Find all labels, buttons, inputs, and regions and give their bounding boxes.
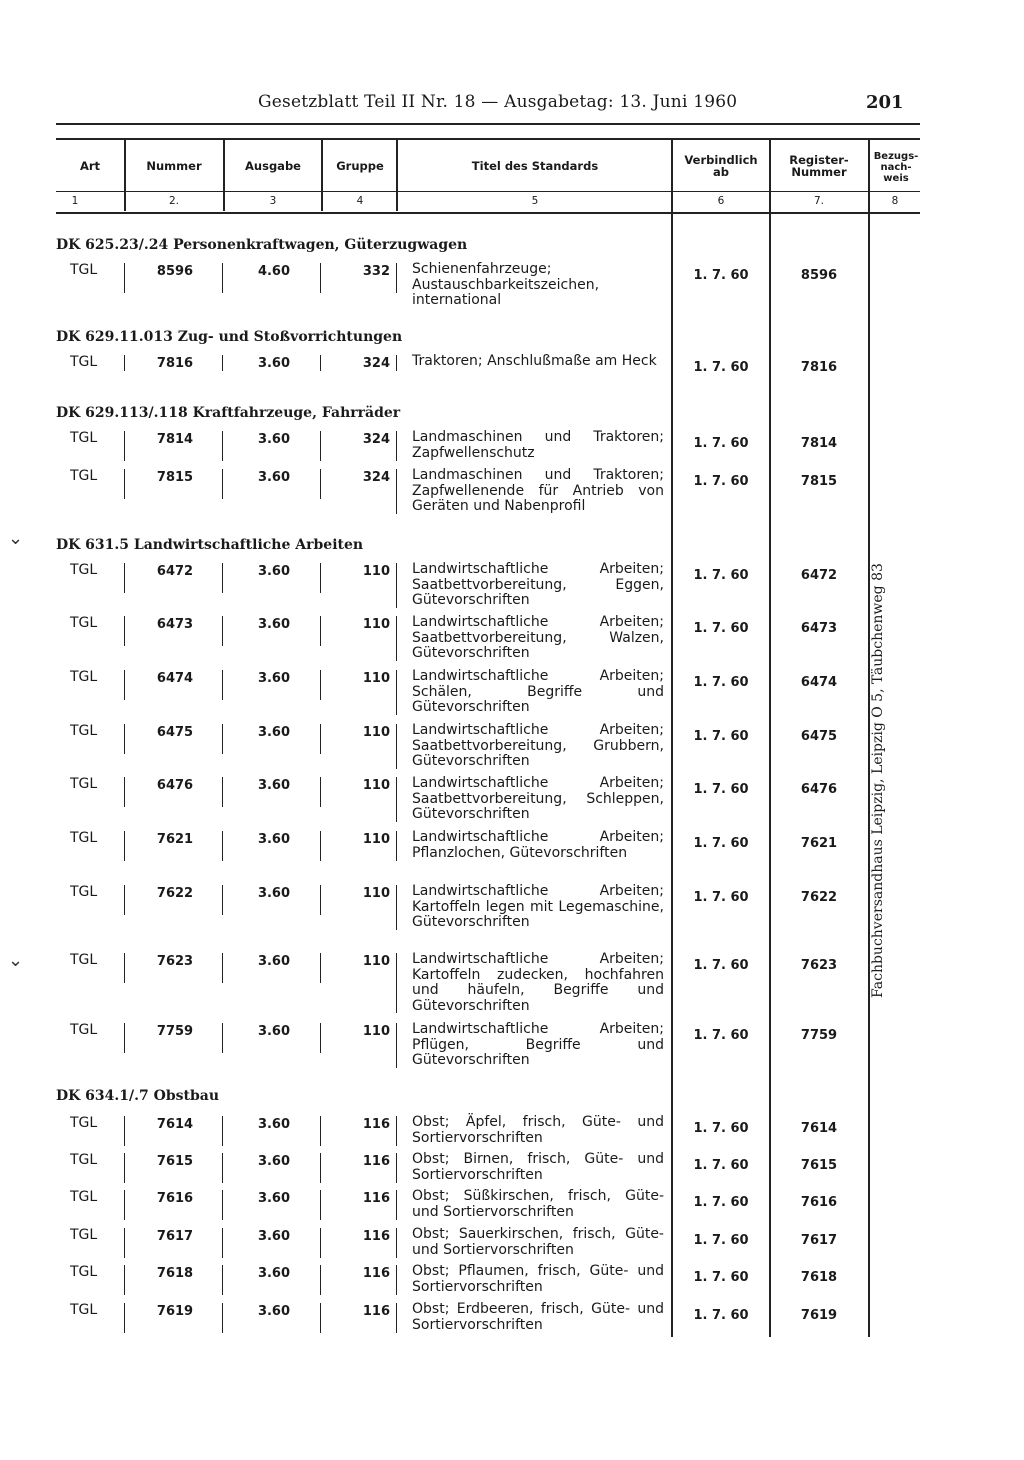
row-separator (124, 1023, 125, 1053)
cell-register: 7814 (800, 436, 838, 451)
cell-nummer: 7614 (156, 1117, 194, 1132)
cell-ausgabe: 3.60 (257, 671, 291, 686)
row-separator (222, 777, 223, 807)
cell-art: TGL (70, 430, 98, 446)
row-separator (222, 1023, 223, 1053)
row-separator (222, 670, 223, 700)
cell-titel: Landwirtschaftliche Arbeiten; Kartoffeln zudecken, hochfahren und häufeln, Begriffe und Gütevorschriften (412, 951, 664, 1014)
column-header-ausgabe: Ausgabe (245, 159, 301, 173)
row-separator (396, 885, 397, 930)
cell-gruppe: 116 (362, 1191, 390, 1206)
cell-register: 7815 (800, 474, 838, 489)
cell-register: 6474 (800, 675, 838, 690)
cell-nummer: 7622 (156, 886, 194, 901)
cell-verbindlich: 1. 7. 60 (693, 729, 749, 744)
row-separator (222, 1228, 223, 1258)
cell-gruppe: 110 (362, 778, 390, 793)
cell-register: 7622 (800, 890, 838, 905)
row-separator (222, 1190, 223, 1220)
cell-ausgabe: 3.60 (257, 564, 291, 579)
cell-titel: Landmaschinen und Traktoren; Zapfwellenschutz (412, 429, 664, 461)
row-separator (320, 469, 321, 499)
row-separator (320, 1228, 321, 1258)
row-separator (320, 563, 321, 593)
row-separator (396, 431, 397, 461)
cell-register: 7816 (800, 360, 838, 375)
row-separator (396, 355, 397, 371)
cell-titel: Schienenfahrzeuge; Austauschbarkeitszeichen, international (412, 261, 600, 308)
cell-verbindlich: 1. 7. 60 (693, 890, 749, 905)
cell-art: TGL (70, 776, 98, 792)
cell-titel: Obst; Äpfel, frisch, Güte- und Sortiervorschriften (412, 1114, 664, 1146)
row-separator (124, 724, 125, 754)
cell-verbindlich: 1. 7. 60 (693, 436, 749, 451)
cell-art: TGL (70, 1022, 98, 1038)
row-separator (320, 1265, 321, 1295)
cell-gruppe: 110 (362, 886, 390, 901)
cell-art: TGL (70, 1189, 98, 1205)
cell-art: TGL (70, 1227, 98, 1243)
row-separator (124, 885, 125, 915)
cell-nummer: 7619 (156, 1304, 194, 1319)
cell-art: TGL (70, 615, 98, 631)
row-separator (124, 1228, 125, 1258)
row-separator (320, 885, 321, 915)
column-header-register: Register-Nummer (789, 153, 849, 179)
cell-gruppe: 332 (362, 264, 390, 279)
cell-titel: Landwirtschaftliche Arbeiten; Saatbettvorbereitung, Schleppen, Gütevorschriften (412, 775, 664, 822)
section-heading: DK 629.11.013 Zug- und Stoßvorrichtungen (56, 329, 403, 345)
cell-gruppe: 110 (362, 832, 390, 847)
column-line (769, 140, 771, 1337)
header-bottom-rule (56, 212, 920, 214)
cell-titel: Landwirtschaftliche Arbeiten; Saatbettvorbereitung, Walzen, Gütevorschriften (412, 614, 664, 661)
cell-ausgabe: 3.60 (257, 617, 291, 632)
row-separator (320, 1023, 321, 1053)
row-separator (320, 777, 321, 807)
row-separator (124, 953, 125, 983)
row-separator (320, 1116, 321, 1146)
cell-register: 7618 (800, 1270, 838, 1285)
row-separator (320, 1190, 321, 1220)
cell-art: TGL (70, 468, 98, 484)
cell-register: 7621 (800, 836, 838, 851)
row-separator (320, 724, 321, 754)
check-mark-icon: ⌄ (8, 528, 24, 549)
row-separator (124, 616, 125, 646)
row-separator (320, 670, 321, 700)
row-separator (320, 1153, 321, 1183)
cell-nummer: 7814 (156, 432, 194, 447)
row-separator (124, 670, 125, 700)
cell-nummer: 7618 (156, 1266, 194, 1281)
row-separator (222, 563, 223, 593)
column-number: 3 (269, 195, 277, 207)
cell-art: TGL (70, 1152, 98, 1168)
cell-ausgabe: 3.60 (257, 1154, 291, 1169)
cell-titel: Obst; Sauerkirschen, frisch, Güte- und Sortiervorschriften (412, 1226, 664, 1258)
cell-ausgabe: 3.60 (257, 1229, 291, 1244)
cell-gruppe: 116 (362, 1266, 390, 1281)
cell-ausgabe: 3.60 (257, 1266, 291, 1281)
row-separator (124, 431, 125, 461)
cell-verbindlich: 1. 7. 60 (693, 1308, 749, 1323)
row-separator (320, 1303, 321, 1333)
cell-ausgabe: 3.60 (257, 954, 291, 969)
row-separator (124, 263, 125, 293)
cell-nummer: 6475 (156, 725, 194, 740)
row-separator (222, 724, 223, 754)
cell-gruppe: 110 (362, 617, 390, 632)
row-separator (396, 469, 397, 514)
cell-art: TGL (70, 952, 98, 968)
cell-verbindlich: 1. 7. 60 (693, 1158, 749, 1173)
cell-art: TGL (70, 884, 98, 900)
row-separator (124, 563, 125, 593)
cell-register: 6473 (800, 621, 838, 636)
cell-ausgabe: 3.60 (257, 1024, 291, 1039)
cell-ausgabe: 3.60 (257, 778, 291, 793)
cell-art: TGL (70, 1302, 98, 1318)
row-separator (396, 831, 397, 861)
row-separator (320, 616, 321, 646)
row-separator (124, 1116, 125, 1146)
cell-gruppe: 116 (362, 1229, 390, 1244)
column-header-bezugsnachweis: Bezugs-nach-weis (873, 151, 919, 184)
cell-verbindlich: 1. 7. 60 (693, 782, 749, 797)
column-number: 8 (891, 195, 899, 207)
header-separator (223, 140, 225, 211)
row-separator (396, 1153, 397, 1183)
cell-gruppe: 110 (362, 671, 390, 686)
section-heading: DK 629.113/.118 Kraftfahrzeuge, Fahrräder (56, 405, 401, 421)
cell-ausgabe: 3.60 (257, 1117, 291, 1132)
cell-ausgabe: 3.60 (257, 470, 291, 485)
cell-nummer: 6476 (156, 778, 194, 793)
column-header-verbindlich: Verbindlich ab (684, 153, 758, 179)
cell-register: 8596 (800, 268, 838, 283)
row-separator (320, 953, 321, 983)
row-separator (320, 263, 321, 293)
cell-verbindlich: 1. 7. 60 (693, 1195, 749, 1210)
row-separator (320, 431, 321, 461)
cell-gruppe: 110 (362, 1024, 390, 1039)
cell-nummer: 7759 (156, 1024, 194, 1039)
cell-verbindlich: 1. 7. 60 (693, 836, 749, 851)
section-heading: DK 625.23/.24 Personenkraftwagen, Güterzugwagen (56, 237, 468, 253)
column-number: 1 (71, 195, 79, 207)
cell-gruppe: 116 (362, 1117, 390, 1132)
column-number: 5 (531, 195, 539, 207)
cell-titel: Landmaschinen und Traktoren; Zapfwellenende für Antrieb von Geräten und Nabenprofil (412, 467, 664, 514)
cell-art: TGL (70, 262, 98, 278)
row-separator (222, 263, 223, 293)
row-separator (124, 355, 125, 371)
row-separator (396, 263, 397, 293)
row-separator (124, 1265, 125, 1295)
row-separator (124, 777, 125, 807)
section-heading: DK 631.5 Landwirtschaftliche Arbeiten (56, 537, 364, 553)
cell-register: 7623 (800, 958, 838, 973)
page-header: Gesetzblatt Teil II Nr. 18 — Ausgabetag: 13. Juni 1960 (258, 92, 738, 112)
cell-gruppe: 324 (362, 356, 390, 371)
cell-register: 7616 (800, 1195, 838, 1210)
row-separator (396, 1303, 397, 1333)
cell-verbindlich: 1. 7. 60 (693, 1028, 749, 1043)
cell-nummer: 7816 (156, 356, 194, 371)
row-separator (396, 616, 397, 661)
row-separator (124, 1153, 125, 1183)
cell-ausgabe: 3.60 (257, 432, 291, 447)
cell-register: 7619 (800, 1308, 838, 1323)
cell-nummer: 7616 (156, 1191, 194, 1206)
row-separator (396, 563, 397, 608)
cell-verbindlich: 1. 7. 60 (693, 360, 749, 375)
cell-register: 6476 (800, 782, 838, 797)
row-separator (396, 777, 397, 822)
cell-register: 6475 (800, 729, 838, 744)
column-number: 7. (813, 195, 825, 207)
cell-verbindlich: 1. 7. 60 (693, 1121, 749, 1136)
cell-gruppe: 110 (362, 725, 390, 740)
header-separator (396, 140, 398, 211)
cell-verbindlich: 1. 7. 60 (693, 621, 749, 636)
row-separator (124, 1303, 125, 1333)
cell-art: TGL (70, 354, 98, 370)
row-separator (320, 355, 321, 371)
cell-titel: Obst; Erdbeeren, frisch, Güte- und Sortiervorschriften (412, 1301, 664, 1333)
row-separator (320, 831, 321, 861)
row-separator (396, 1265, 397, 1295)
cell-verbindlich: 1. 7. 60 (693, 675, 749, 690)
page-number: 201 (866, 92, 904, 113)
cell-art: TGL (70, 562, 98, 578)
header-top-rule (56, 138, 920, 140)
row-separator (222, 431, 223, 461)
cell-ausgabe: 4.60 (257, 264, 291, 279)
cell-art: TGL (70, 1115, 98, 1131)
cell-register: 6472 (800, 568, 838, 583)
cell-titel: Landwirtschaftliche Arbeiten; Pflügen, Begriffe und Gütevorschriften (412, 1021, 664, 1068)
top-rule (56, 123, 920, 125)
row-separator (222, 469, 223, 499)
cell-gruppe: 324 (362, 470, 390, 485)
header-separator (321, 140, 323, 211)
cell-titel: Obst; Pflaumen, frisch, Güte- und Sortiervorschriften (412, 1263, 664, 1295)
column-header-art: Art (79, 159, 101, 173)
cell-ausgabe: 3.60 (257, 832, 291, 847)
row-separator (124, 831, 125, 861)
cell-art: TGL (70, 1264, 98, 1280)
column-header-titel: Titel des Standards (471, 159, 599, 173)
cell-art: TGL (70, 830, 98, 846)
column-number: 4 (356, 195, 364, 207)
cell-art: TGL (70, 723, 98, 739)
row-separator (396, 670, 397, 715)
row-separator (222, 355, 223, 371)
section-heading: DK 634.1/.7 Obstbau (56, 1088, 219, 1104)
cell-verbindlich: 1. 7. 60 (693, 474, 749, 489)
cell-titel: Obst; Birnen, frisch, Güte- und Sortiervorschriften (412, 1151, 664, 1183)
row-separator (396, 1116, 397, 1146)
cell-verbindlich: 1. 7. 60 (693, 268, 749, 283)
cell-ausgabe: 3.60 (257, 356, 291, 371)
cell-verbindlich: 1. 7. 60 (693, 1270, 749, 1285)
row-separator (222, 616, 223, 646)
cell-nummer: 7623 (156, 954, 194, 969)
cell-titel: Landwirtschaftliche Arbeiten; Saatbettvorbereitung, Grubbern, Gütevorschriften (412, 722, 664, 769)
row-separator (222, 1153, 223, 1183)
cell-register: 7615 (800, 1158, 838, 1173)
check-mark-icon: ⌄ (8, 950, 24, 971)
row-separator (124, 469, 125, 499)
column-line (671, 140, 673, 1337)
row-separator (396, 724, 397, 769)
cell-verbindlich: 1. 7. 60 (693, 958, 749, 973)
row-separator (124, 1190, 125, 1220)
row-separator (222, 1303, 223, 1333)
cell-nummer: 7617 (156, 1229, 194, 1244)
cell-register: 7614 (800, 1121, 838, 1136)
cell-titel: Landwirtschaftliche Arbeiten; Kartoffeln legen mit Legemaschine, Gütevorschriften (412, 883, 664, 930)
row-separator (396, 1228, 397, 1258)
cell-titel: Landwirtschaftliche Arbeiten; Pflanzlochen, Gütevorschriften (412, 829, 664, 861)
row-separator (222, 831, 223, 861)
column-number: 6 (717, 195, 725, 207)
row-separator (396, 1023, 397, 1068)
cell-gruppe: 116 (362, 1304, 390, 1319)
cell-titel: Landwirtschaftliche Arbeiten; Schälen, Begriffe und Gütevorschriften (412, 668, 664, 715)
cell-titel: Landwirtschaftliche Arbeiten; Saatbettvorbereitung, Eggen, Gütevorschriften (412, 561, 664, 608)
cell-nummer: 6472 (156, 564, 194, 579)
row-separator (222, 1116, 223, 1146)
cell-titel: Obst; Süßkirschen, frisch, Güte- und Sortiervorschriften (412, 1188, 664, 1220)
cell-gruppe: 110 (362, 954, 390, 969)
cell-ausgabe: 3.60 (257, 886, 291, 901)
row-separator (222, 953, 223, 983)
cell-art: TGL (70, 669, 98, 685)
cell-nummer: 6473 (156, 617, 194, 632)
side-note: Fachbuchversandhaus Leipzig, Leipzig O 5, Täubchenweg 83 (870, 563, 886, 998)
row-separator (396, 1190, 397, 1220)
cell-ausgabe: 3.60 (257, 725, 291, 740)
cell-gruppe: 110 (362, 564, 390, 579)
cell-nummer: 7621 (156, 832, 194, 847)
cell-nummer: 6474 (156, 671, 194, 686)
cell-gruppe: 116 (362, 1154, 390, 1169)
cell-register: 7617 (800, 1233, 838, 1248)
header-separator (124, 140, 126, 211)
row-separator (222, 1265, 223, 1295)
cell-nummer: 7815 (156, 470, 194, 485)
row-separator (396, 953, 397, 1013)
cell-ausgabe: 3.60 (257, 1304, 291, 1319)
cell-verbindlich: 1. 7. 60 (693, 568, 749, 583)
column-number: 2. (168, 195, 180, 207)
row-separator (222, 885, 223, 915)
cell-register: 7759 (800, 1028, 838, 1043)
column-header-gruppe: Gruppe (336, 159, 384, 173)
cell-gruppe: 324 (362, 432, 390, 447)
header-mid-rule (56, 191, 920, 192)
cell-ausgabe: 3.60 (257, 1191, 291, 1206)
cell-nummer: 7615 (156, 1154, 194, 1169)
cell-verbindlich: 1. 7. 60 (693, 1233, 749, 1248)
cell-titel: Traktoren; Anschlußmaße am Heck (412, 353, 657, 369)
column-header-nummer: Nummer (146, 159, 202, 173)
cell-nummer: 8596 (156, 264, 194, 279)
